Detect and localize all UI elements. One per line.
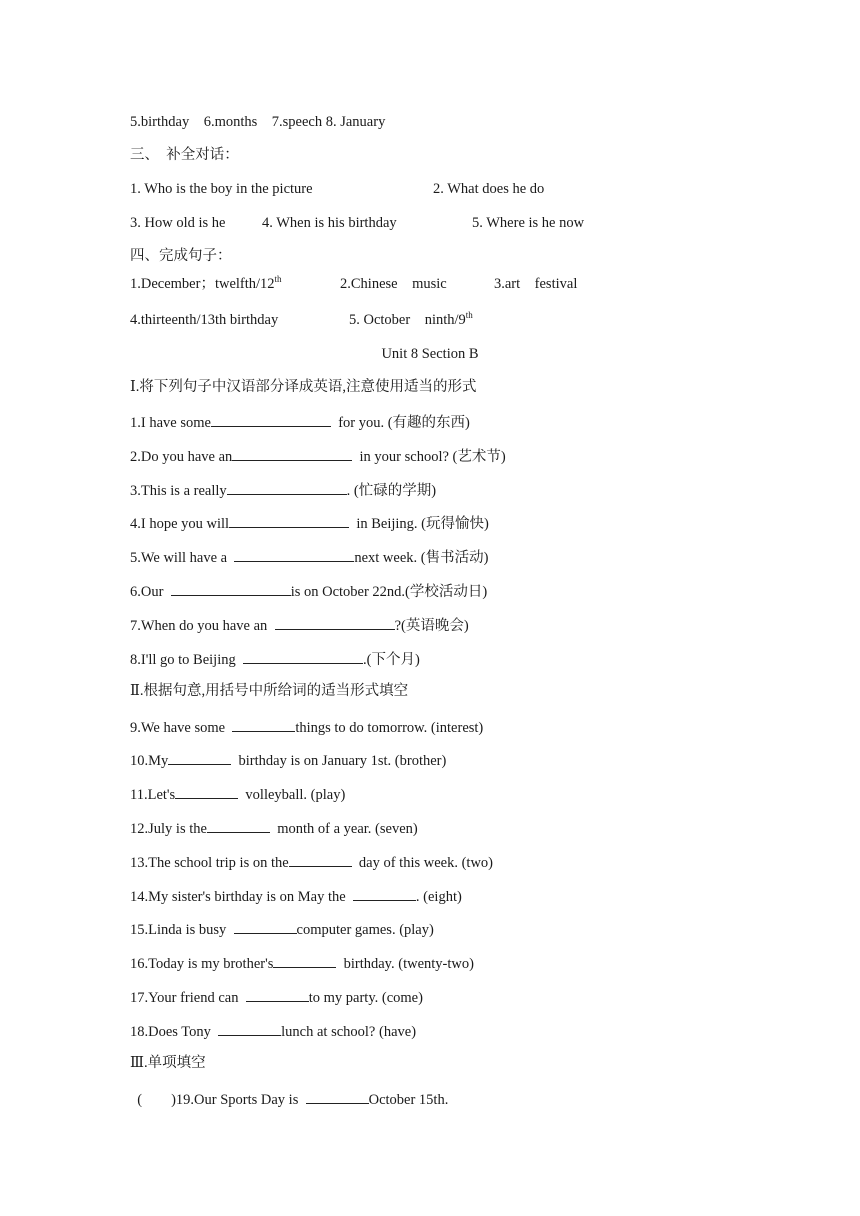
question-6 [130,581,487,601]
question-14 [130,886,462,906]
q13-post: day of this week. (two) [351,855,494,871]
q17-post: to my party. (come) [308,990,423,1006]
question-16 [130,953,474,973]
q4-post: in Beijing. (玩得愉快) [349,516,489,532]
q14-post: . (eight) [415,889,462,905]
q3-post: . (忙碌的学期) [346,483,437,499]
q4-blank [229,513,349,528]
q16-blank [273,953,336,968]
q6-pre: 6.Our [130,584,171,600]
question-5 [130,547,488,567]
q1-post: for you. (有趣的东西) [330,415,470,431]
q19-pre: ( )19.Our Sports Day is [130,1092,306,1108]
q7-blank [275,615,395,630]
question-11 [130,784,345,804]
s3-answer-5: 5. Where is he now [472,215,585,231]
q2-blank [232,446,352,461]
q7-post: ?(英语晚会) [394,618,469,634]
question-12 [130,818,418,838]
q18-post: lunch at school? (have) [281,1024,417,1040]
q8-pre: 8.I'll go to Beijing [130,652,243,668]
s4-answer-1-text: 1.December；twelfth/12 [130,276,275,292]
q12-post: month of a year. (seven) [269,821,418,837]
s3-answer-4: 4. When is his birthday [262,215,397,231]
s4-answer-5 [349,311,473,329]
question-4 [130,513,489,533]
question-3 [130,480,436,500]
question-15 [130,919,434,939]
q14-blank [353,886,416,901]
answer-line-5-8: 5.birthday 6.months 7.speech 8. January [130,114,386,130]
q8-blank [243,649,363,664]
q3-blank [227,480,347,495]
q11-pre: 11.Let's [130,787,176,803]
s3-answer-3: 3. How old is he [130,215,226,231]
s3-answer-1: 1. Who is the boy in the picture [130,181,313,197]
q9-blank [232,717,295,732]
s3-answer-2: 2. What does he do [433,181,545,197]
s4-answer-3: 3.art festival [494,276,578,292]
s4-answer-2: 2.Chinese music [340,276,447,292]
q17-pre: 17.Your friend can [130,990,246,1006]
q18-pre: 18.Does Tony [130,1024,219,1040]
question-19 [130,1089,448,1109]
part-3-heading: Ⅲ.单项填空 [130,1055,206,1071]
q5-blank [234,547,354,562]
q19-post: October 15th. [368,1092,449,1108]
q5-post: next week. (售书活动) [354,550,489,566]
q10-pre: 10.My [130,753,169,769]
part-1-heading: Ⅰ.将下列句子中汉语部分译成英语,注意使用适当的形式 [130,379,477,395]
question-9 [130,717,483,737]
q13-pre: 13.The school trip is on the [130,855,289,871]
q2-post: in your school? (艺术节) [352,449,506,465]
question-2 [130,446,506,466]
q1-pre: 1.I have some [130,415,211,431]
q11-post: volleyball. (play) [238,787,346,803]
q3-pre: 3.This is a really [130,483,227,499]
q6-post: is on October 22nd.(学校活动日) [290,584,488,600]
q15-pre: 15.Linda is busy [130,922,234,938]
question-18 [130,1021,416,1041]
question-8 [130,649,420,669]
part-2-heading: Ⅱ.根据句意,用括号中所给词的适当形式填空 [130,683,409,699]
q10-post: birthday is on January 1st. (brother) [231,753,447,769]
question-1 [130,412,470,432]
question-13 [130,852,493,872]
s4-answer-4: 4.thirteenth/13th birthday [130,312,279,328]
q17-blank [246,987,309,1002]
s4-answer-5-text: 5. October ninth/9 [349,312,466,328]
s4-answer-1 [130,275,282,293]
section-3-heading: 三、 补全对话： [130,147,239,163]
q14-pre: 14.My sister's birthday is on May the [130,889,353,905]
q11-blank [175,784,238,799]
s4-answer-5-sup: th [465,310,473,321]
q10-blank [168,750,231,765]
q18-blank [218,1021,281,1036]
q9-pre: 9.We have some [130,720,233,736]
s4-answer-1-sup: th [274,274,282,285]
q15-blank [234,919,297,934]
unit-title: Unit 8 Section B [381,346,479,362]
q19-blank [306,1089,369,1104]
q16-post: birthday. (twenty-two) [336,956,474,972]
section-4-heading: 四、完成句子： [130,248,232,264]
question-10 [130,750,446,770]
q12-pre: 12.July is the [130,821,207,837]
q1-blank [211,412,331,427]
q12-blank [207,818,270,833]
q5-pre: 5.We will have a [130,550,235,566]
q13-blank [289,852,352,867]
q16-pre: 16.Today is my brother's [130,956,274,972]
q15-post: computer games. (play) [296,922,434,938]
question-7 [130,615,469,635]
q8-post: .(下个月) [362,652,420,668]
q6-blank [171,581,291,596]
question-17 [130,987,423,1007]
q4-pre: 4.I hope you will [130,516,230,532]
q7-pre: 7.When do you have an [130,618,275,634]
q2-pre: 2.Do you have an [130,449,233,465]
q9-post: things to do tomorrow. (interest) [295,720,484,736]
